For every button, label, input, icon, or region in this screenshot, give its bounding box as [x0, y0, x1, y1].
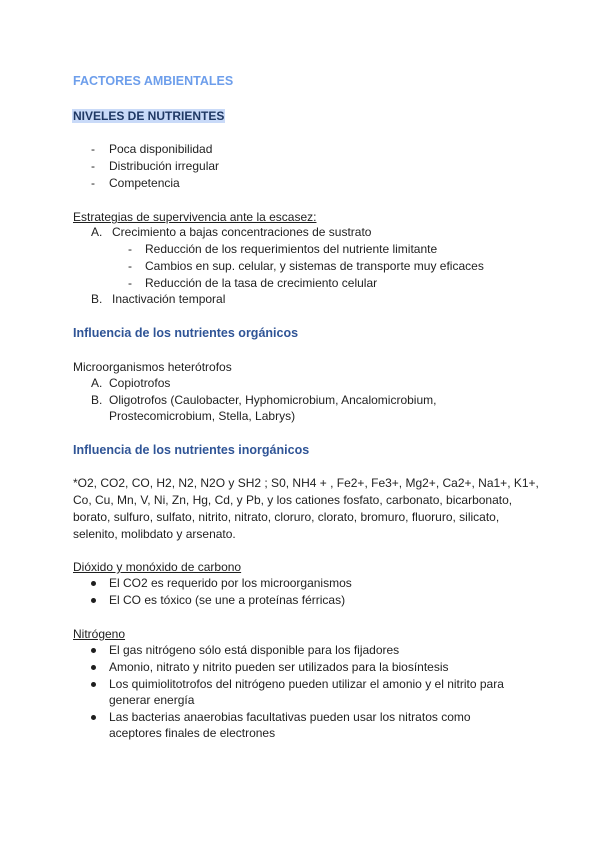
bullet-icon: [91, 598, 96, 603]
list-item-continuation: Prostecomicrobium, Stella, Labrys): [109, 409, 296, 423]
list-marker: B.: [91, 292, 103, 306]
bullet-icon: [91, 715, 96, 720]
list-marker: A.: [91, 376, 103, 390]
list-item: Amonio, nitrato y nitrito pueden ser utilizados para la biosíntesis: [109, 660, 449, 674]
paragraph-line: borato, sulfuro, sulfato, nitrito, nitrato, cloruro, clorato, bromuro, fluoruro, silicato,: [73, 510, 500, 524]
dash-marker: -: [91, 176, 95, 190]
list-item-continuation: generar energía: [109, 693, 195, 707]
dash-marker: -: [128, 242, 132, 256]
paragraph-line: Co, Cu, Mn, V, Ni, Zn, Hg, Cd, y Pb, y los cationes fosfato, carbonato, bicarbonato,: [73, 493, 513, 507]
carbono-heading: Dióxido y monóxido de carbono: [73, 560, 242, 574]
organicos-heading: Influencia de los nutrientes orgánicos: [73, 326, 299, 340]
dash-marker: -: [128, 276, 132, 290]
niveles-heading: [72, 108, 225, 124]
estrategias-heading: Estrategias de supervivencia ante la escasez:: [73, 210, 317, 224]
organicos-intro: Microorganismos heterótrofos: [73, 360, 232, 374]
sub-list-item: Cambios en sup. celular, y sistemas de transporte muy eficaces: [145, 259, 484, 273]
list-item: El CO es tóxico (se une a proteínas férricas): [109, 593, 346, 607]
list-item: Distribución irregular: [109, 159, 220, 173]
paragraph-line: *O2, CO2, CO, H2, N2, N2O y SH2 ; S0, NH4 + , Fe2+, Fe3+, Mg2+, Ca2+, Na1+, K1+,: [73, 476, 539, 490]
sub-list-item: Reducción de la tasa de crecimiento celular: [145, 276, 378, 290]
paragraph-line: selenito, molibdato y arsenato.: [73, 527, 236, 541]
list-item: Inactivación temporal: [112, 292, 226, 306]
list-item: Los quimiolitotrofos del nitrógeno pueden utilizar el amonio y el nitrito para: [109, 677, 504, 691]
list-item: El gas nitrógeno sólo está disponible para los fijadores: [109, 643, 400, 657]
bullet-icon: [91, 665, 96, 670]
inorganicos-heading: Influencia de los nutrientes inorgánicos: [73, 443, 310, 457]
list-marker: B.: [91, 393, 103, 407]
nitrogeno-heading: Nitrógeno: [73, 627, 126, 641]
list-item: Crecimiento a bajas concentraciones de sustrato: [112, 225, 372, 239]
document-title: FACTORES AMBIENTALES: [73, 74, 234, 88]
list-item: Oligotrofos (Caulobacter, Hyphomicrobium, Ancalomicrobium,: [109, 393, 437, 407]
list-marker: A.: [91, 225, 103, 239]
list-item-continuation: aceptores finales de electrones: [109, 726, 276, 740]
list-item: El CO2 es requerido por los microorganismos: [109, 576, 352, 590]
bullet-icon: [91, 648, 96, 653]
bullet-icon: [91, 581, 96, 586]
list-item: Las bacterias anaerobias facultativas pueden usar los nitratos como: [109, 710, 471, 724]
sub-list-item: Reducción de los requerimientos del nutriente limitante: [145, 242, 438, 256]
dash-marker: -: [91, 142, 95, 156]
niveles-heading-text: NIVELES DE NUTRIENTES: [73, 109, 225, 123]
list-item: Competencia: [109, 176, 180, 190]
list-item: Poca disponibilidad: [109, 142, 213, 156]
list-item: Copiotrofos: [109, 376, 171, 390]
dash-marker: -: [128, 259, 132, 273]
bullet-icon: [91, 682, 96, 687]
dash-marker: -: [91, 159, 95, 173]
